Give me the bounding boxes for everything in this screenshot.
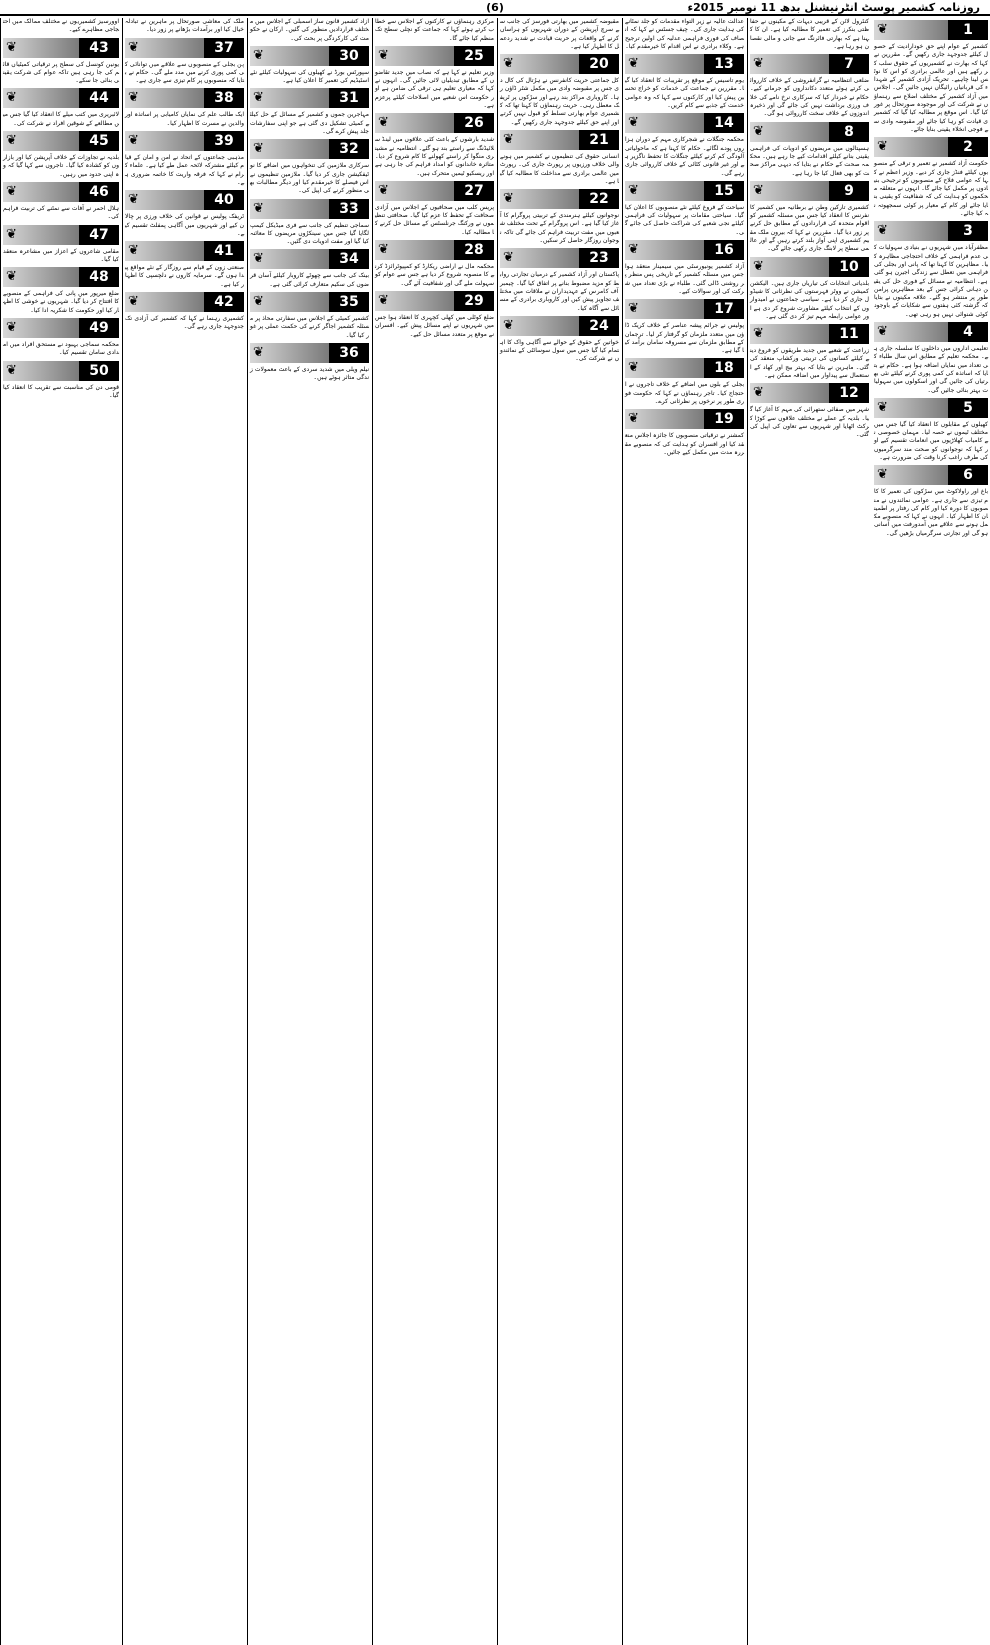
item-number-bar [375, 113, 494, 133]
item-number-bar [3, 361, 119, 381]
leaf-icon: ❦ [253, 141, 264, 157]
news-item [3, 88, 119, 128]
item-number: 7 [844, 56, 854, 73]
news-item [250, 199, 369, 247]
leaf-icon: ❦ [128, 192, 139, 208]
page-header [0, 0, 990, 16]
item-number-bar [3, 38, 119, 58]
leaf-icon: ❦ [128, 294, 139, 310]
news-item [625, 54, 744, 110]
item-text: صنعتی زون کے قیام سے روزگار کے نئے مواقع پیدا ہوں گے۔ سرمایہ کاروں نے دلچسپی کا اظہار کیا ہے۔ [125, 264, 244, 288]
item-text: محکمہ سماجی بہبود نے مستحق افراد میں امدادی سامان تقسیم کیا۔ [3, 341, 119, 357]
leaf-icon: ❦ [628, 242, 639, 258]
item-text: عدالت عالیہ نے زیر التواء مقدمات کو جلد نمٹانے کی ہدایت جاری کی۔ چیف جسٹس نے کہا کہ انصاف کی فوری فراہمی عدلیہ کی اولین ترجیح ہے۔ وکلاء برادری نے اس اقدام کا خیرمقدم کیا۔ [623, 18, 744, 50]
news-item [125, 292, 244, 332]
item-text: بجلی کے بلوں میں اضافے کے خلاف تاجروں نے احتجاج کیا۔ تاجر رہنماؤں نے کہا کہ حکومت فوری طور پر نرخوں پر نظرثانی کرے۔ [625, 381, 744, 406]
item-number-bar [625, 299, 744, 319]
leaf-icon: ❦ [877, 399, 888, 415]
item-number: 40 [214, 192, 234, 209]
leaf-icon: ❦ [628, 301, 639, 317]
news-item [750, 383, 869, 439]
item-number-bar [375, 291, 494, 311]
item-number-bar [874, 398, 988, 418]
leaf-icon: ❦ [877, 22, 888, 37]
item-number: 16 [714, 242, 734, 259]
item-number: 49 [89, 320, 109, 337]
item-text: باغ اور راولاکوٹ میں سڑکوں کی تعمیر کا کام تیزی سے جاری ہے۔ عوامی نمائندوں نے منصوبوں کا دورہ کیا اور کام کی رفتار پر اطمینان کا اظہار کیا۔ انہوں نے کہا کہ منصوبے مکمل ہونے سے علاقے میں آمدورفت میں آسانی ہو گی اور تجارتی سرگرمیاں بڑھیں گی۔ [872, 488, 988, 537]
item-number-bar [625, 409, 744, 429]
item-number: 9 [844, 182, 854, 199]
item-number-bar [125, 88, 244, 108]
leaf-icon: ❦ [753, 326, 764, 342]
item-number: 38 [214, 90, 234, 107]
item-number: 21 [589, 131, 609, 148]
item-number: 32 [339, 141, 359, 158]
leaf-icon: ❦ [628, 115, 639, 131]
item-number: 23 [589, 250, 609, 267]
item-text: ایک طالب علم کی نمایاں کامیابی پر اساتذہ اور والدین نے مسرت کا اظہار کیا۔ [123, 111, 244, 127]
leaf-icon: ❦ [503, 250, 514, 266]
item-text: آزاد کشمیر یونیورسٹی میں سیمینار منعقد ہوا جس میں مسئلہ کشمیر کے تاریخی پس منظر پر روشنی ڈالی گئی۔ طلباء نے بڑی تعداد میں شرکت کی اور سوالات کیے۔ [623, 263, 744, 295]
column-8 [0, 18, 121, 1645]
news-item [625, 299, 744, 355]
item-text: محکمہ جنگلات نے شجرکاری مہم کے دوران ہزاروں پودے لگائے۔ حکام کا کہنا ہے کہ ماحولیاتی آلودگی کم کرنے کیلئے جنگلات کا تحفظ ناگزیر ہے اور غیر قانونی کٹائی کے خلاف کارروائی جاری رہے گی۔ [623, 136, 744, 177]
news-item [500, 248, 619, 312]
news-item [3, 38, 119, 86]
news-item [625, 18, 744, 51]
news-item [750, 18, 869, 51]
item-number-bar [750, 181, 869, 201]
news-item [500, 54, 619, 127]
item-text: خواتین کے حقوق کے حوالے سے آگاہی واک کا اہتمام کیا گیا جس میں سول سوسائٹی کے نمائندوں نے شرکت کی۔ [500, 338, 619, 363]
news-item [3, 131, 119, 179]
news-item [125, 241, 244, 289]
item-number-bar [250, 88, 369, 108]
leaf-icon: ❦ [6, 269, 17, 285]
item-number-bar [3, 182, 119, 202]
news-item [375, 46, 494, 110]
news-item [375, 181, 494, 237]
item-number: 35 [339, 294, 359, 311]
item-text: پولیس نے جرائم پیشہ عناصر کے خلاف کریک ڈاؤن میں متعدد ملزمان کو گرفتار کر لیا۔ ترجمان کے مطابق ملزمان سے مسروقہ سامان برآمد کیا گیا ہے۔ [623, 322, 744, 355]
item-text: سپورٹس بورڈ نے کھیلوں کی سہولیات کیلئے نئے اسٹیڈیم کی تعمیر کا اعلان کیا ہے۔ [248, 68, 369, 85]
leaf-icon: ❦ [6, 226, 17, 242]
news-item [750, 257, 869, 321]
item-text: وزیر تعلیم نے کہا ہے کہ نصاب میں جدید تقاضوں کے مطابق تبدیلیاں لائی جائیں گی۔ انہوں نے کہا کہ معیاری تعلیم ہی ترقی کی ضامن ہے اور حکومت اس شعبے میں اصلاحات کیلئے پرعزم ہے۔ [373, 68, 494, 110]
news-item [874, 20, 988, 134]
item-number: 8 [844, 123, 854, 140]
news-item [250, 18, 369, 43]
leaf-icon: ❦ [253, 344, 264, 360]
item-number: 3 [963, 223, 973, 240]
item-number-bar [125, 190, 244, 210]
item-number-bar [250, 292, 369, 312]
item-number-bar [125, 38, 244, 58]
item-number: 11 [839, 326, 859, 343]
item-number-bar [250, 249, 369, 269]
news-item [125, 131, 244, 187]
column-3 [622, 18, 746, 1645]
item-text: مہاجرین جموں و کشمیر کے مسائل کے حل کیلئے کمیٹی تشکیل دی گئی ہے جو اپنی سفارشات جلد پیش کرے گی۔ [248, 111, 369, 136]
leaf-icon: ❦ [6, 320, 17, 336]
item-number: 42 [214, 294, 234, 311]
leaf-icon: ❦ [628, 182, 639, 198]
item-number: 48 [89, 269, 109, 286]
news-item [3, 182, 119, 222]
news-item [750, 54, 869, 118]
leaf-icon: ❦ [753, 258, 764, 274]
leaf-icon: ❦ [753, 56, 764, 72]
item-number: 12 [839, 385, 859, 402]
item-number: 44 [89, 90, 109, 107]
item-number-bar [3, 131, 119, 151]
news-item [625, 181, 744, 237]
leaf-icon: ❦ [378, 115, 389, 131]
item-text: کل جماعتی حریت کانفرنس نے ہڑتال کی کال دی جس پر مقبوضہ وادی میں مکمل شٹر ڈاؤن رہا۔ کاروباری مراکز بند رہے اور سڑکوں پر ٹریفک معطل رہی۔ حریت رہنماؤں کا کہنا تھا کہ کشمیری عوام بھارتی تسلط کو قبول نہیں کرتے اور اپنے حق کیلئے جدوجہد جاری رکھیں گے۔ [498, 77, 619, 126]
item-number-bar [375, 181, 494, 201]
leaf-icon: ❦ [128, 39, 139, 55]
leaf-icon: ❦ [378, 292, 389, 308]
item-text: بلدیاتی انتخابات کی تیاریاں جاری ہیں۔ الیکشن کمیشن نے ووٹر فہرستوں کی نظرثانی کا شیڈول جاری کر دیا ہے۔ سیاسی جماعتوں نے امیدواروں کے انتخاب کیلئے مشاورت شروع کر دی ہے اور عوامی رابطہ مہم تیز کر دی گئی ہے۔ [748, 279, 869, 320]
news-item [625, 113, 744, 177]
news-item [250, 88, 369, 136]
news-item [375, 113, 494, 177]
news-columns [0, 18, 990, 1645]
item-number-bar [375, 240, 494, 260]
news-item [125, 38, 244, 86]
leaf-icon: ❦ [503, 56, 514, 72]
item-number-bar [375, 46, 494, 66]
news-item [874, 465, 988, 538]
leaf-icon: ❦ [6, 183, 17, 199]
item-number-bar [250, 46, 369, 66]
item-number-bar [874, 137, 988, 157]
item-text: نوجوانوں کیلئے ہنرمندی کے تربیتی پروگرام کا آغاز کیا گیا ہے۔ اس پروگرام کے تحت مختلف شعبوں میں مفت تربیت فراہم کی جائے گی تاکہ نوجوان روزگار حاصل کر سکیں۔ [500, 212, 619, 245]
item-number-bar [625, 240, 744, 260]
leaf-icon: ❦ [877, 467, 888, 483]
news-item [250, 46, 369, 86]
item-number: 28 [464, 242, 484, 259]
item-number-bar [750, 324, 869, 344]
item-number-bar [500, 130, 619, 150]
item-number: 25 [464, 47, 484, 64]
news-item [375, 291, 494, 339]
item-text: سرکاری ملازمین کی تنخواہوں میں اضافے کا نوٹیفکیشن جاری کر دیا گیا۔ ملازمین تنظیموں نے اس فیصلے کا خیرمقدم کیا اور دیگر مطالبات بھی منظور کرنے کی اپیل کی۔ [248, 162, 369, 195]
item-text: کمشنر نے ترقیاتی منصوبوں کا جائزہ اجلاس منعقد کیا اور افسران کو ہدایت کی کہ منصوبے مقررہ مدت میں مکمل کیے جائیں۔ [625, 432, 744, 456]
leaf-icon: ❦ [753, 182, 764, 198]
item-number-bar [500, 248, 619, 268]
item-number: 19 [714, 411, 734, 428]
item-number-bar [874, 322, 988, 342]
item-number-bar [625, 358, 744, 378]
item-text: یوم تاسیس کے موقع پر تقریبات کا انعقاد کیا گیا۔ مقررین نے جماعت کی خدمات کو خراج تحسین پیش کیا اور کارکنوں سے کہا کہ وہ عوامی خدمت کے جذبے سے کام کریں۔ [623, 77, 744, 110]
item-number-bar [625, 54, 744, 74]
item-number-bar [625, 181, 744, 201]
news-item [250, 249, 369, 289]
item-number-bar [3, 88, 119, 108]
column-1 [872, 18, 990, 1645]
item-number-bar [874, 221, 988, 241]
news-item [874, 221, 988, 319]
news-item [125, 18, 244, 35]
item-number: 39 [214, 133, 234, 150]
item-text: ضلع میرپور میں پانی کی فراہمی کے منصوبے کا افتتاح کر دیا گیا۔ شہریوں نے خوشی کا اظہار کیا اور حکومت کا شکریہ ادا کیا۔ [1, 290, 119, 314]
item-number: 6 [963, 467, 973, 484]
item-text: سماجی تنظیم کی جانب سے فری میڈیکل کیمپ لگایا گیا جس میں سینکڑوں مریضوں کا معائنہ کیا گیا اور مفت ادویات دی گئیں۔ [248, 221, 369, 246]
item-number: 33 [339, 200, 359, 217]
item-text: مقامی شاعروں کے اعزاز میں مشاعرہ منعقد کیا گیا۔ [1, 247, 119, 263]
column-6 [247, 18, 371, 1645]
item-number-bar [750, 383, 869, 403]
item-number-bar [500, 189, 619, 209]
item-number: 41 [214, 243, 234, 260]
leaf-icon: ❦ [628, 360, 639, 376]
item-text: حکومت آزاد کشمیر نے تعمیر و ترقی کے منصوبوں کیلئے فنڈز جاری کر دیے۔ وزیر اعظم نے کہا کہ عوامی فلاح کے منصوبوں کو ترجیحی بنیادوں پر مکمل کیا جائے گا۔ انہوں نے متعلقہ محکموں کو ہدایت کی کہ شفافیت کو یقینی بنایا جائے اور کام کے معیار پر کوئی سمجھوتہ نہ کیا جائے۔ [874, 160, 988, 218]
leaf-icon: ❦ [253, 200, 264, 216]
item-text: قومی دن کی مناسبت سے تقریب کا انعقاد کیا گیا۔ [1, 383, 119, 399]
item-text: سیاحت کے فروغ کیلئے نئے منصوبوں کا اعلان کیا گیا۔ سیاحتی مقامات پر سہولیات کی فراہمی کیلئے نجی شعبے کی شراکت حاصل کی جائے گی۔ [623, 203, 744, 236]
item-text: مرکزی رہنماؤں نے کارکنوں کے اجلاس سے خطاب کرتے ہوئے کہا کہ جماعت کو نچلی سطح تک منظم کیا جائے گا۔ [373, 18, 494, 42]
news-item [250, 343, 369, 383]
item-text: محکمہ مال نے اراضی ریکارڈ کو کمپیوٹرائزڈ کرنے کا منصوبہ شروع کر دیا ہے جس سے عوام کو سہولت ملے گی اور شفافیت آئے گی۔ [373, 263, 494, 287]
news-item [625, 409, 744, 457]
item-number: 4 [963, 324, 973, 341]
news-item [3, 18, 119, 35]
item-number: 34 [339, 251, 359, 268]
page-number: (6) [486, 1, 504, 14]
item-text: کشمیری تارکین وطن نے برطانیہ میں کشمیر کانفرنس کا انعقاد کیا جس میں مسئلہ کشمیر کو اقوام متحدہ کی قراردادوں کے مطابق حل کرنے پر زور دیا گیا۔ مقررین نے کہا کہ بیرون ملک مقیم کشمیری اپنی آواز بلند کرتے رہیں گے اور عالمی سطح پر لابنگ جاری رکھی جائے گی۔ [748, 203, 869, 253]
item-number-bar [125, 241, 244, 261]
leaf-icon: ❦ [253, 47, 264, 63]
item-number: 5 [963, 399, 973, 416]
item-number: 18 [714, 360, 734, 377]
item-text: کشمیری رہنما نے کہا کہ کشمیر کی آزادی تک جدوجہد جاری رہے گی۔ [123, 315, 244, 331]
item-text: ٹریفک پولیس نے قوانین کی خلاف ورزی پر چالان کیے اور شہریوں میں آگاہی پمفلٹ تقسیم کیے۔ [125, 213, 244, 237]
news-item [874, 137, 988, 218]
leaf-icon: ❦ [378, 242, 389, 258]
item-text: شہر میں صفائی ستھرائی کی مہم کا آغاز کیا گیا۔ بلدیہ کے عملے نے مختلف علاقوں سے کوڑا کرکٹ اٹھایا اور شہریوں سے تعاون کی اپیل کی گئی۔ [748, 406, 869, 439]
column-5 [372, 18, 496, 1645]
item-number: 47 [89, 226, 109, 243]
item-text: پاکستان اور آزاد کشمیر کے درمیان تجارتی روابط کو مزید مضبوط بنانے پر اتفاق کیا گیا۔ چیمبر آف کامرس کے عہدیداران نے ملاقات میں مختلف تجاویز پیش کیں اور کاروباری برادری کے مسائل سے آگاہ کیا۔ [498, 271, 619, 312]
item-number-bar [125, 292, 244, 312]
masthead: روزنامہ کشمیر پوسٹ انٹرنیشنل بدھ 11 نومبر 2015ء [687, 1, 980, 14]
leaf-icon: ❦ [253, 294, 264, 310]
item-text: ملک کی معاشی صورتحال پر ماہرین نے تبادلہ خیال کیا اور برآمدات بڑھانے پر زور دیا۔ [123, 18, 244, 34]
item-number-bar [3, 267, 119, 287]
item-text: کشمیر کمیٹی کے اجلاس میں سفارتی محاذ پر مسئلہ کشمیر اجاگر کرنے کی حکمت عملی پر غور کیا گیا۔ [250, 315, 369, 339]
news-item [750, 324, 869, 380]
item-number-bar [750, 257, 869, 277]
leaf-icon: ❦ [6, 362, 17, 378]
item-number-bar [500, 316, 619, 336]
item-number-bar [3, 318, 119, 338]
column-4 [497, 18, 621, 1645]
leaf-icon: ❦ [753, 385, 764, 401]
column-2 [747, 18, 871, 1645]
item-text: انسانی حقوق کی تنظیموں نے کشمیر میں ہونے والی خلاف ورزیوں پر رپورٹ جاری کی۔ رپورٹ میں عالمی برادری سے مداخلت کا مطالبہ کیا گیا ہے۔ [498, 152, 619, 185]
news-item [500, 316, 619, 364]
item-number-bar [874, 465, 988, 485]
item-number: 27 [464, 182, 484, 199]
leaf-icon: ❦ [378, 182, 389, 198]
item-text: بلدیہ نے تجاوزات کے خلاف آپریشن کیا اور بازاروں کو کشادہ کیا گیا۔ تاجروں سے کہا گیا کہ وہ اپنی حدود میں رہیں۔ [3, 154, 119, 178]
news-item [500, 130, 619, 186]
item-number: 30 [339, 47, 359, 64]
item-number: 50 [89, 362, 109, 379]
news-item [500, 189, 619, 245]
item-number-bar [750, 54, 869, 74]
item-number-bar [3, 225, 119, 245]
item-number: 17 [714, 301, 734, 318]
leaf-icon: ❦ [253, 90, 264, 106]
leaf-icon: ❦ [877, 139, 888, 155]
item-number: 24 [589, 317, 609, 334]
leaf-icon: ❦ [6, 90, 17, 106]
news-item [874, 398, 988, 462]
item-text: کشمیر کے عوام اپنے حق خودارادیت کے حصول کیلئے جدوجہد جاری رکھیں گے۔ مقررین نے کہا کہ بھارت نے کشمیریوں کے حقوق سلب کر رکھے ہیں اور عالمی برادری کو اس کا نوٹس لینا چاہیے۔ تحریک آزادی کشمیر کے شہداء کی قربانیاں رائیگاں نہیں جائیں گی۔ اجلاس میں آزاد کشمیر کے مختلف اضلاع سے رہنماؤں نے شرکت کی اور موجودہ صورتحال پر غور کیا گیا۔ اس موقع پر مطالبہ کیا گیا کہ کشمیری قیادت کو رہا کیا جائے اور مقبوضہ وادی سے فوجی انخلاء یقینی بنایا جائے۔ [872, 43, 988, 133]
item-text: پن بجلی کے منصوبوں سے علاقے میں توانائی کی کمی پوری کرنے میں مدد ملے گی۔ حکام نے بتایا کہ منصوبوں پر کام تیزی سے جاری ہے۔ [125, 60, 244, 85]
leaf-icon: ❦ [128, 90, 139, 106]
leaf-icon: ❦ [128, 243, 139, 259]
item-number-bar [500, 54, 619, 74]
leaf-icon: ❦ [378, 47, 389, 63]
item-text: اوورسیز کشمیریوں نے مختلف ممالک میں احتجاجی مظاہرے کیے۔ [3, 18, 119, 34]
item-number-bar [125, 131, 244, 151]
news-item [750, 181, 869, 254]
item-text: شدید بارشوں کے باعث کئی علاقوں میں لینڈ سلائیڈنگ سے راستے بند ہو گئے۔ انتظامیہ نے مشینری منگوا کر راستے کھولنے کا کام شروع کر دیا۔ متاثرہ خاندانوں کو امداد فراہم کی جا رہی ہے اور ریسکیو ٹیمیں متحرک ہیں۔ [373, 136, 494, 177]
item-text: پریس کلب میں صحافیوں کے اجلاس میں آزادی صحافت کے تحفظ کا عزم کیا گیا۔ صحافتی تنظیموں نے ورکنگ جرنلسٹس کے مسائل حل کرنے کا مطالبہ کیا۔ [373, 203, 494, 236]
news-item [375, 18, 494, 43]
item-text: یونین کونسل کی سطح پر ترقیاتی کمیٹیاں قائم کی جا رہی ہیں تاکہ عوام کی شرکت یقینی بنائی جا سکے۔ [3, 60, 119, 85]
leaf-icon: ❦ [628, 56, 639, 72]
news-item [250, 139, 369, 195]
item-text: ضلع کوٹلی میں کھلی کچہری کا انعقاد ہوا جس میں شہریوں نے اپنے مسائل پیش کیے۔ افسران نے موقع پر متعدد مسائل حل کیے۔ [373, 313, 494, 338]
item-text: کھیلوں کے مقابلوں کا انعقاد کیا گیا جس میں مختلف ٹیموں نے حصہ لیا۔ مہمان خصوصی نے کامیاب کھلاڑیوں میں انعامات تقسیم کیے اور کہا کہ نوجوانوں کو صحت مند سرگرمیوں کی طرف راغب کرنا وقت کی ضرورت ہے۔ [872, 420, 988, 461]
item-number-bar [250, 199, 369, 219]
leaf-icon: ❦ [128, 133, 139, 149]
leaf-icon: ❦ [253, 251, 264, 267]
news-item [500, 18, 619, 51]
leaf-icon: ❦ [503, 131, 514, 147]
item-text: ضلعی انتظامیہ نے گرانفروشی کے خلاف کارروائی کرتے ہوئے متعدد دکانداروں کو جرمانے کیے۔ حکام نے خبردار کیا کہ سرکاری نرخ نامے کی خلاف ورزی برداشت نہیں کی جائے گی اور ذخیرہ اندوزوں کے خلاف سخت کارروائی ہو گی۔ [748, 77, 869, 118]
item-text: ہسپتالوں میں مریضوں کو ادویات کی فراہمی یقینی بنانے کیلئے اقدامات کیے جا رہے ہیں۔ محکمہ صحت کے حکام نے بتایا کہ دیہی مراکز صحت کو بھی فعال کیا جا رہا ہے۔ [748, 144, 869, 177]
news-item [750, 122, 869, 178]
item-number: 43 [89, 39, 109, 56]
leaf-icon: ❦ [6, 39, 17, 55]
news-item [3, 267, 119, 315]
item-text: مظفرآباد میں شہریوں نے بنیادی سہولیات کی عدم فراہمی کے خلاف احتجاجی مظاہرہ کیا۔ مظاہرین کا کہنا تھا کہ پانی اور بجلی کی فراہمی میں تعطل سے زندگی اجیرن ہو گئی ہے۔ انتظامیہ نے مسائل کے فوری حل کی یقین دہانی کرائی جس کے بعد مظاہرین پرامن طور پر منتشر ہو گئے۔ علاقہ مکینوں نے بتایا کہ گزشتہ کئی ہفتوں سے شکایات کے باوجود کوئی شنوائی نہیں ہو رہی تھی۔ [872, 244, 988, 318]
leaf-icon: ❦ [503, 191, 514, 207]
item-text: آزاد کشمیر قانون ساز اسمبلی کے اجلاس میں مختلف قراردادیں منظور کی گئیں۔ ارکان نے حکومت کی کارکردگی پر بحث کی۔ [249, 18, 369, 42]
item-text: زراعت کے شعبے میں جدید طریقوں کو فروغ دینے کیلئے کسانوں کی تربیتی ورکشاپ منعقد کی گئی۔ ماہرین نے بتایا کہ بہتر بیج اور کھاد کے استعمال سے پیداوار میں اضافہ ممکن ہے۔ [748, 347, 869, 380]
leaf-icon: ❦ [753, 123, 764, 139]
news-item [125, 190, 244, 238]
leaf-icon: ❦ [877, 324, 888, 340]
item-number: 31 [339, 90, 359, 107]
item-number-bar [625, 113, 744, 133]
leaf-icon: ❦ [503, 317, 514, 333]
item-number: 22 [589, 191, 609, 208]
item-number: 29 [464, 292, 484, 309]
news-item [625, 240, 744, 296]
item-number: 13 [714, 56, 734, 73]
item-number: 45 [89, 133, 109, 150]
item-number: 26 [464, 115, 484, 132]
item-text: مقبوضہ کشمیر میں بھارتی فورسز کی جانب سے سرچ آپریشن کے دوران شہریوں کو ہراساں کرنے کے واقعات پر حریت قیادت نے شدید ردعمل کا اظہار کیا ہے۔ [498, 18, 619, 50]
item-text: ہلال احمر نے آفات سے نمٹنے کی تربیت فراہم کی۔ [1, 204, 119, 221]
news-item [250, 292, 369, 340]
item-text: تعلیمی اداروں میں داخلوں کا سلسلہ جاری ہے۔ محکمہ تعلیم کے مطابق اس سال طلباء کی تعداد میں نمایاں اضافہ ہوا ہے۔ حکام نے بتایا کہ اساتذہ کی کمی پوری کرنے کیلئے نئی بھرتیاں کی جائیں گی اور اسکولوں میں سہولیات بہتر بنائی جائیں گی۔ [874, 345, 988, 394]
item-number-bar [250, 139, 369, 159]
item-number: 15 [714, 182, 734, 199]
item-number: 36 [339, 344, 359, 361]
item-text: کنٹرول لائن کے قریبی دیہات کے مکینوں نے حفاظتی بنکرز کی تعمیر کا مطالبہ کیا ہے۔ ان کا کہنا ہے کہ بھارتی فائرنگ سے جانی و مالی نقصان ہو رہا ہے۔ [750, 18, 869, 50]
item-number: 37 [214, 39, 234, 56]
news-item [3, 225, 119, 265]
item-number: 46 [89, 183, 109, 200]
news-item [125, 88, 244, 128]
news-item [3, 361, 119, 401]
item-number: 14 [714, 115, 734, 132]
news-item [874, 322, 988, 395]
item-number: 20 [589, 56, 609, 73]
leaf-icon: ❦ [628, 411, 639, 427]
item-text: لائبریری میں کتب میلے کا انعقاد کیا گیا جس میں مطالعے کے شوقین افراد نے شرکت کی۔ [3, 111, 119, 127]
leaf-icon: ❦ [6, 133, 17, 149]
news-item [375, 240, 494, 288]
news-item [3, 318, 119, 358]
item-number-bar [250, 343, 369, 363]
item-number: 2 [963, 139, 973, 156]
item-text: بینک کی جانب سے چھوٹے کاروبار کیلئے آسان قرضوں کی سکیم متعارف کرائی گئی ہے۔ [250, 272, 369, 288]
item-text: مذہبی جماعتوں کے اتحاد نے امن و امان کے قیام کیلئے مشترکہ لائحہ عمل طے کیا ہے۔ علماء کرام نے کہا کہ فرقہ واریت کا خاتمہ ضروری ہے۔ [125, 154, 244, 186]
item-number-bar [750, 122, 869, 142]
item-text: نیلم ویلی میں شدید سردی کے باعث معمولات زندگی متاثر ہوئے ہیں۔ [250, 365, 369, 382]
leaf-icon: ❦ [877, 223, 888, 239]
column-7 [122, 18, 246, 1645]
item-number: 10 [839, 258, 859, 275]
news-item [625, 358, 744, 406]
item-number: 1 [963, 22, 973, 38]
item-number-bar [874, 20, 988, 40]
